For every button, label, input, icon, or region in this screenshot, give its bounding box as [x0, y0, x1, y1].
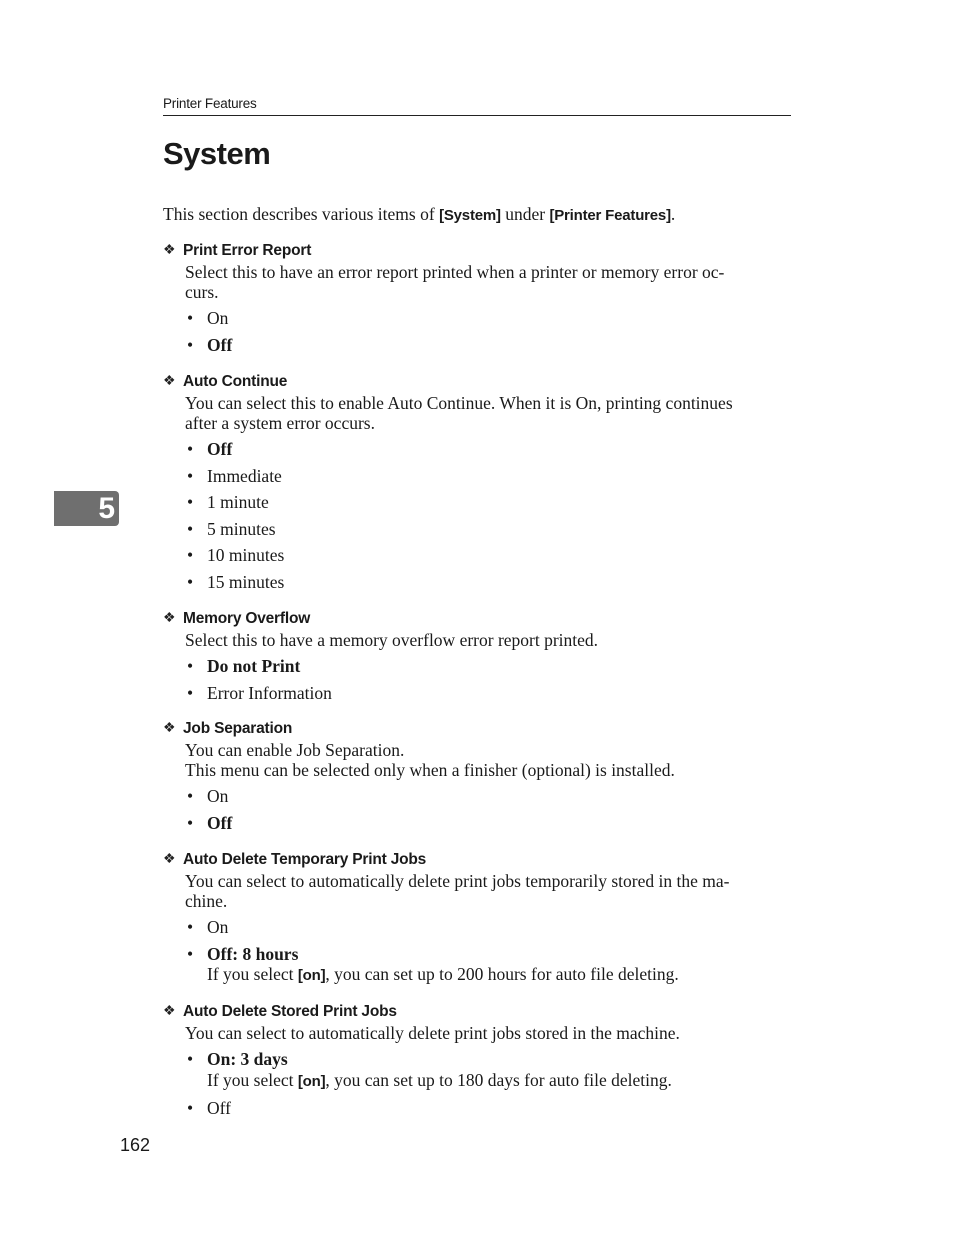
option-item	[185, 308, 791, 329]
section-heading	[163, 718, 791, 740]
option-item	[185, 519, 791, 540]
bullet-icon: •	[187, 656, 194, 676]
section-heading	[163, 849, 791, 871]
section-description	[185, 262, 791, 302]
section-description	[185, 740, 791, 780]
option-item-default	[185, 944, 791, 987]
description-line: Select this to have a memory overflow error report printed.	[185, 630, 599, 650]
section-job-separation	[163, 718, 791, 839]
section-heading	[163, 608, 791, 630]
description-line: curs.	[185, 282, 219, 302]
option-label: Off: 8 hours	[207, 943, 299, 964]
header-rule	[163, 115, 791, 116]
note-suffix: , you can set up to 180 days for auto file deleting.	[325, 1069, 672, 1090]
section-description	[185, 393, 791, 433]
intro-prefix: This section describes various items of	[163, 204, 440, 224]
section-auto-delete-temporary-print-jobs	[163, 849, 791, 993]
option-label: Off	[207, 439, 233, 459]
option-item-default	[185, 439, 791, 460]
section-title: Memory Overflow	[183, 610, 311, 627]
note-prefix: If you select	[207, 1069, 298, 1090]
bullet-icon: •	[187, 518, 194, 539]
option-list	[185, 1049, 791, 1119]
section-memory-overflow	[163, 608, 791, 709]
description-line: You can select to automatically delete print jobs stored in the machine.	[185, 1023, 680, 1043]
bullet-icon: •	[187, 308, 194, 328]
intro-paragraph	[163, 204, 675, 225]
section-auto-delete-stored-print-jobs	[163, 1001, 791, 1125]
option-label: Off	[207, 1098, 231, 1118]
option-item	[185, 1098, 791, 1119]
description-line: You can enable Job Separation.	[185, 740, 405, 760]
option-label: On	[207, 917, 229, 937]
intro-keyword-printer-features: [Printer Features]	[549, 207, 671, 224]
page-title: System	[163, 136, 271, 171]
option-list	[185, 917, 791, 987]
section-description	[185, 630, 791, 650]
option-list	[185, 786, 791, 833]
option-label: Do not Print	[207, 656, 301, 676]
description-line: You can select this to enable Auto Continue. When it is On, printing continues	[185, 393, 733, 413]
option-note	[207, 964, 791, 987]
option-label: Immediate	[207, 465, 282, 486]
bullet-icon: •	[187, 492, 194, 512]
option-label: On	[207, 308, 229, 328]
intro-suffix: .	[670, 204, 676, 224]
option-label: 1 minute	[207, 492, 269, 512]
bullet-icon: •	[187, 545, 194, 565]
option-label: Off	[207, 812, 233, 833]
option-label: 15 minutes	[207, 571, 285, 592]
option-item-default	[185, 335, 791, 356]
option-label: On: 3 days	[207, 1049, 288, 1069]
diamond-marker-icon: ❖	[163, 611, 176, 626]
bullet-icon: •	[187, 917, 194, 937]
option-list	[185, 656, 791, 703]
diamond-marker-icon: ❖	[163, 852, 176, 867]
section-title: Auto Continue	[183, 373, 288, 390]
option-item-default	[185, 1049, 791, 1092]
option-label: 10 minutes	[207, 545, 285, 565]
bullet-icon: •	[187, 334, 194, 355]
section-heading	[163, 371, 791, 393]
section-heading	[163, 1001, 791, 1023]
section-heading	[163, 240, 791, 262]
option-item	[185, 492, 791, 513]
chapter-number: 5	[98, 492, 115, 525]
description-line: This menu can be selected only when a finisher (optional) is installed.	[185, 760, 675, 780]
option-list	[185, 439, 791, 592]
option-note	[207, 1070, 791, 1093]
option-item	[185, 786, 791, 807]
description-line: You can select to automatically delete print jobs temporarily stored in the ma-	[185, 871, 730, 891]
description-line: after a system error occurs.	[185, 413, 375, 433]
option-item-default	[185, 656, 791, 677]
description-line: chine.	[185, 891, 228, 911]
section-auto-continue	[163, 371, 791, 598]
option-label: On	[207, 786, 229, 806]
section-description	[185, 1023, 791, 1043]
intro-middle: under	[500, 204, 550, 224]
bullet-icon: •	[187, 786, 194, 806]
chapter-tab	[54, 491, 119, 526]
note-keyword-on: [on]	[297, 1072, 326, 1090]
option-label: Off	[207, 334, 233, 355]
diamond-marker-icon: ❖	[163, 243, 176, 258]
section-print-error-report	[163, 240, 791, 361]
bullet-icon: •	[187, 682, 194, 703]
running-head: Printer Features	[163, 96, 257, 111]
note-suffix: , you can set up to 200 hours for auto file deleting.	[325, 964, 679, 984]
bullet-icon: •	[187, 465, 194, 486]
option-item	[185, 683, 791, 704]
diamond-marker-icon: ❖	[163, 374, 176, 389]
bullet-icon: •	[187, 1098, 194, 1118]
option-label: Error Information	[207, 682, 332, 703]
option-item	[185, 545, 791, 566]
bullet-icon: •	[187, 439, 194, 459]
section-title: Job Separation	[183, 720, 293, 737]
note-keyword-on: [on]	[297, 967, 326, 984]
bullet-icon: •	[187, 1049, 194, 1069]
bullet-icon: •	[187, 943, 194, 964]
option-item	[185, 572, 791, 593]
section-title: Print Error Report	[183, 242, 312, 259]
option-list	[185, 308, 791, 355]
option-label: 5 minutes	[207, 518, 276, 539]
section-title: Auto Delete Stored Print Jobs	[183, 1003, 397, 1020]
bullet-icon: •	[187, 812, 194, 833]
option-item	[185, 917, 791, 938]
section-title: Auto Delete Temporary Print Jobs	[183, 851, 427, 868]
diamond-marker-icon: ❖	[163, 721, 176, 736]
description-line: Select this to have an error report printed when a printer or memory error oc-	[185, 262, 725, 282]
bullet-icon: •	[187, 571, 194, 592]
page-number: 162	[120, 1135, 151, 1155]
option-item-default	[185, 813, 791, 834]
intro-keyword-system: [System]	[439, 207, 501, 224]
section-description	[185, 871, 791, 911]
diamond-marker-icon: ❖	[163, 1004, 176, 1019]
option-item	[185, 466, 791, 487]
note-prefix: If you select	[207, 964, 298, 984]
